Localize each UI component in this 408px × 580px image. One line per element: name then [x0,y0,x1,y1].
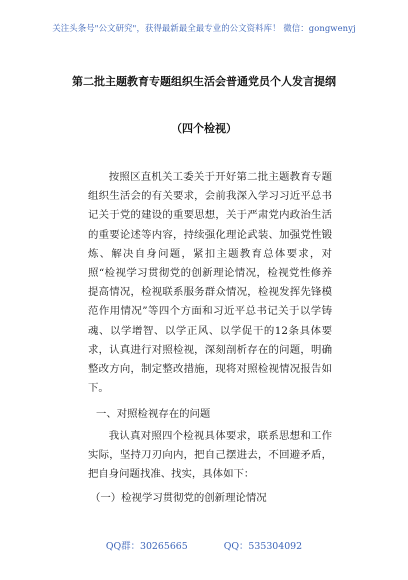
header-banner: 关注头条号"公文研究"，获得最新最全最专业的公文资料库！ 微信：gongwenyj [52,23,356,33]
subsection-heading-1: （一）检视学习贯彻党的创新理论情况 [90,492,267,504]
footer-contact [0,538,408,552]
footer-qq: QQ：535304092 [223,541,303,552]
footer-qq-group: QQ群：30265665 [105,541,188,552]
body-paragraph-2: 我认真对照四个检视具体要求，联系思想和工作实际，坚持刀刃向内，把自己摆进去，不回避矛盾，把自身问题找准、找实，具体如下： [88,430,332,481]
document-title: 第二批主题教育专题组织生活会普通党员个人发言提纲 [72,75,336,88]
section-heading-1: 一、对照检视存在的问题 [96,408,211,420]
document-subtitle: （四个检视） [171,122,237,135]
body-paragraph-1: 按照区直机关工委关于开好第二批主题教育专题组织生活会的有关要求，会前我深入学习习近平总书记关于党的建设的重要思想，关于严肃党内政治生活的重要论述等内容，持续强化理论武装、加强党性锻炼、解决自身问题，紧扣主题教育总体要求，对照“检视学习贯彻党的创新理论情况，检视党性修养提高情况，检视联系服务群众情况，检视发挥先锋模范作用情况”等四个方面和习近平总书记关于以学铸魂、以学增智、以学正风、以学促干的12条具体要求，认真进行对照检视，深刻剖析存在的问题，明确整改方向，制定整改措施，现将对照检视情况报告如下。 [88,171,332,395]
